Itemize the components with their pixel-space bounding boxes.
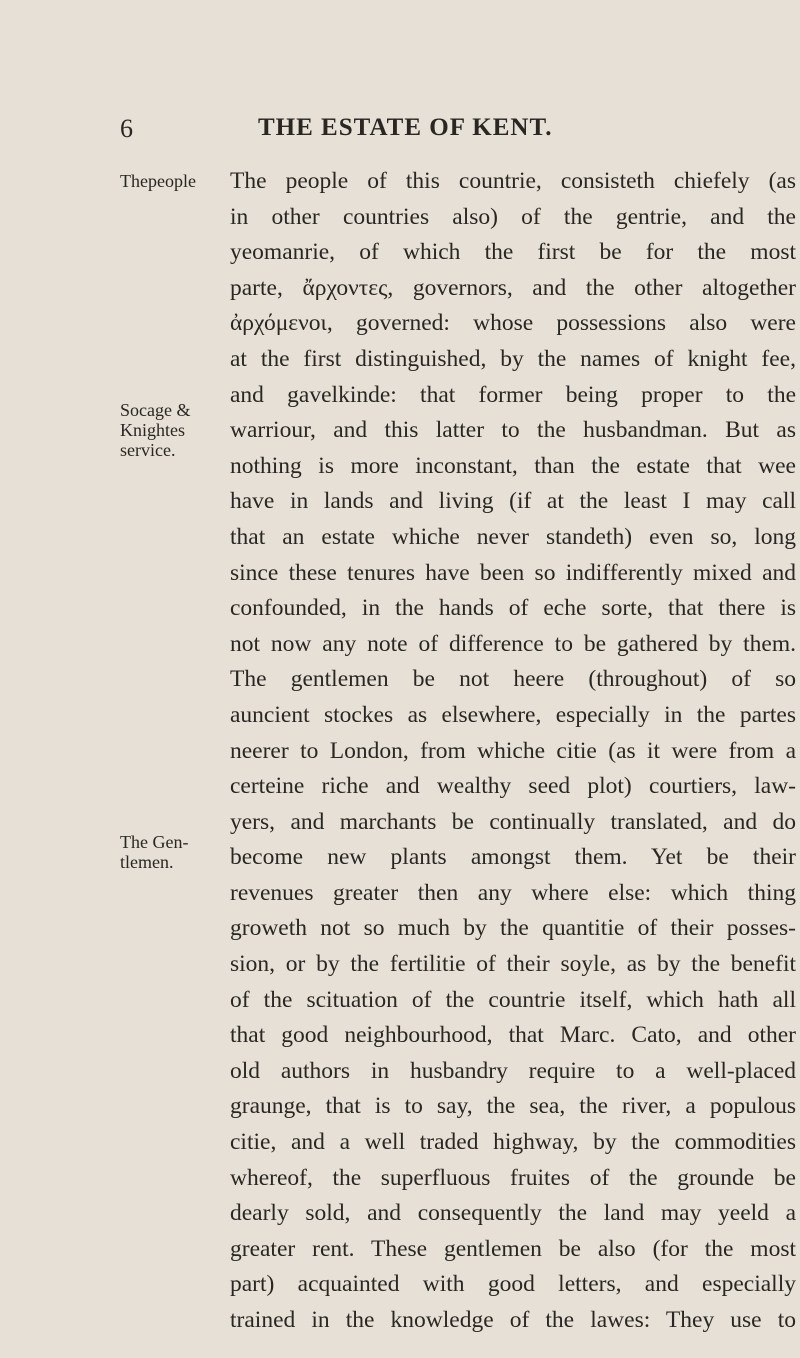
text-line: that good neighbourhood, that Marc. Cato, and other xyxy=(230,1022,796,1049)
text-line: trained in the knowledge of the lawes: They use to xyxy=(230,1307,796,1333)
margin-note-line: Socage & xyxy=(120,400,191,420)
text-line: part) acquainted with good letters, and especially xyxy=(230,1271,796,1298)
running-head: THE ESTATE OF KENT. xyxy=(258,114,553,141)
margin-note-line: Thepeople xyxy=(120,171,196,191)
text-line: auncient stockes as elsewhere, especially in the partes xyxy=(230,701,796,728)
margin-note-line: service. xyxy=(120,440,176,460)
text-line: sion, or by the fertilitie of their soyle, as by the benefit xyxy=(230,951,796,978)
text-line: citie, and a well traded highway, by the commodities xyxy=(230,1129,796,1156)
margin-note-socage xyxy=(120,400,218,460)
margin-note-gentlemen xyxy=(120,832,218,872)
text-line: The gentlemen be not heere (throughout) of so xyxy=(230,666,796,693)
text-line: The people of this countrie, consisteth chiefely (as xyxy=(230,168,796,194)
text-line: at the first distinguished, by the names of knight fee, xyxy=(230,345,796,372)
text-line: yeomanrie, of which the first be for the most xyxy=(230,239,796,266)
text-line: certeine riche and wealthy seed plot) courtiers, law- xyxy=(230,773,796,800)
text-line: since these tenures have been so indifferently mixed and xyxy=(230,559,796,586)
text-line: become new plants amongst them. Yet be their xyxy=(230,844,796,871)
text-line: not now any note of difference to be gathered by them. xyxy=(230,630,796,657)
text-line: have in lands and living (if at the least I may call xyxy=(230,488,796,515)
margin-note-the-people xyxy=(120,171,218,191)
text-line: groweth not so much by the quantitie of their posses- xyxy=(230,915,796,942)
text-line: warriour, and this latter to the husbandman. But as xyxy=(230,417,796,444)
text-line: of the scituation of the countrie itself, which hath all xyxy=(230,986,796,1013)
text-line: parte, ἄρχοντες, governors, and the other altogether xyxy=(230,274,796,301)
text-line: confounded, in the hands of eche sorte, that there is xyxy=(230,595,796,622)
text-line: in other countries also) of the gentrie, and the xyxy=(230,203,796,230)
text-line: that an estate whiche never standeth) even so, long xyxy=(230,523,796,550)
text-line: greater rent. These gentlemen be also (for the most xyxy=(230,1235,796,1262)
margin-note-line: The Gen- xyxy=(120,832,189,852)
text-line: yers, and marchants be continually translated, and do xyxy=(230,808,796,835)
text-line: ἀρχόμενοι, governed: whose possessions also were xyxy=(230,310,796,337)
text-line: revenues greater then any where else: which thing xyxy=(230,879,796,906)
text-line: dearly sold, and consequently the land may yeeld a xyxy=(230,1200,796,1227)
margin-note-line: tlemen. xyxy=(120,852,174,872)
body-text xyxy=(230,164,796,1339)
text-line: nothing is more inconstant, than the estate that wee xyxy=(230,452,796,479)
margin-note-line: Knightes xyxy=(120,420,185,440)
text-line: graunge, that is to say, the sea, the river, a populous xyxy=(230,1093,796,1120)
text-line: old authors in husbandry require to a well-placed xyxy=(230,1057,796,1084)
text-line: and gavelkinde: that former being proper to the xyxy=(230,381,796,408)
text-line: whereof, the superfluous fruites of the grounde be xyxy=(230,1164,796,1191)
text-line: neerer to London, from whiche citie (as it were from a xyxy=(230,737,796,764)
page-number: 6 xyxy=(120,114,133,143)
